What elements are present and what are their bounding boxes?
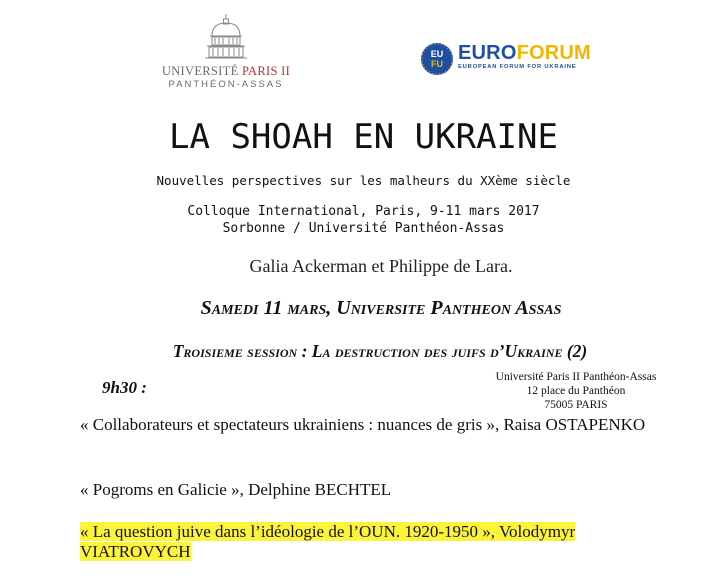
talk-text: « Collaborateurs et spectateurs ukrainiens : nuances de gris », Raisa OSTAPENKO [80,415,646,434]
euroforum-tagline: EUROPEAN FORUM FOR UKRAINE [458,64,577,70]
euroforum-name [458,42,591,65]
organizers: Galia Ackerman et Philippe de Lara. [249,256,513,276]
university-name-prefix: UNIVERSITÉ [161,64,239,78]
university-logo [160,12,292,96]
page-subtitle: Nouvelles perspectives sur les malheurs du XXème siècle [156,173,571,188]
university-name-suffix: PARIS II [241,64,291,78]
address-line: Université Paris II Panthéon-Assas [495,371,657,383]
day-heading: Samedi 11 mars, Universite Pantheon Assas [200,297,562,319]
venue-info: Sorbonne / Université Panthéon-Assas [222,221,505,236]
page-title: LA SHOAH EN UKRAINE [169,117,558,157]
time-label: 9h30 : [102,378,147,397]
university-name [160,64,292,79]
session-heading: Troisieme session : La destruction des juifs d’Ukraine (2) [172,341,588,361]
address-line: 12 place du Panthéon [526,385,626,397]
svg-text:EU: EU [430,49,444,59]
euroforum-logo [420,40,600,80]
euroforum-name-part2: FORUM [516,42,591,64]
colloque-info: Colloque International, Paris, 9-11 mars 2017 [187,204,540,219]
svg-text:FU: FU [431,59,443,69]
talk-text: « La question juive dans l’idéologie de l’OUN. 1920-1950 », Volodymyr VIATROVYCH [80,522,576,561]
university-subtitle: PANTHÉON-ASSAS [168,79,284,90]
address-line: 75005 PARIS [544,399,608,411]
euroforum-badge-icon [420,42,454,76]
talk-item-highlighted [80,522,680,562]
pantheon-dome-icon [160,12,292,64]
talk-text: « Pogroms en Galicie », Delphine BECHTEL [80,480,392,499]
euroforum-name-part1: EURO [458,42,517,64]
talk-item [80,480,680,500]
talk-item [80,415,680,435]
address-block [466,370,686,412]
